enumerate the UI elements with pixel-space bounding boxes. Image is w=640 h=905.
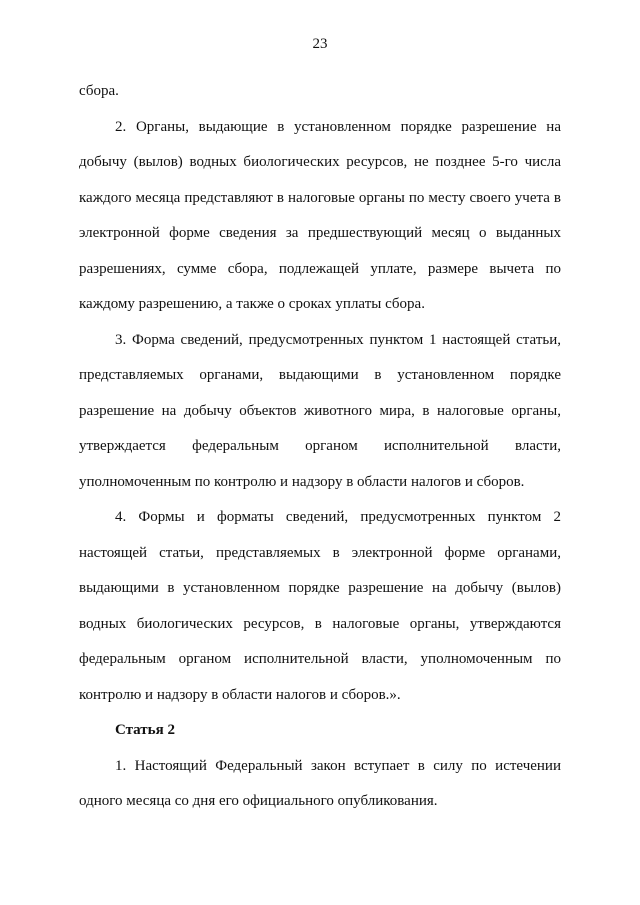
page-number: 23	[312, 36, 328, 52]
paragraph-continuation: сбора.	[79, 83, 119, 99]
paragraph-item-4: 4. Формы и форматы сведений, предусмотренных пунктом 2 настоящей статьи, представляемых в электронной форме органами, выдающими в установленном порядке разрешение на добычу (вылов) водных биологических ресурсов, в налоговые органы, утверждаются федеральным органом исполнительной власти, уполномоченным по контролю и надзору в области налогов и сборов.».	[79, 509, 561, 703]
paragraph-item-3: 3. Форма сведений, предусмотренных пунктом 1 настоящей статьи, представляемых органами, выдающими в установленном порядке разрешение на добычу объектов животного мира, в налоговые органы, утверждается федеральным органом исполнительной власти, уполномоченным по контролю и надзору в области налогов и сборов.	[79, 331, 561, 490]
paragraph-item-2: 2. Органы, выдающие в установленном порядке разрешение на добычу (вылов) водных биологических ресурсов, не позднее 5-го числа каждого месяца представляют в налоговые органы по месту своего учета в электронной форме сведения за предшествующий месяц о выданных разрешениях, сумме сбора, подлежащей уплате, размере вычета по каждому разрешению, а также о сроках уплаты сбора.	[79, 118, 561, 312]
article-heading: Статья 2	[115, 722, 175, 738]
paragraph-article-2-item-1: 1. Настоящий Федеральный закон вступает в силу по истечении одного месяца со дня его официального опубликования.	[79, 757, 561, 809]
document-body	[79, 74, 561, 820]
